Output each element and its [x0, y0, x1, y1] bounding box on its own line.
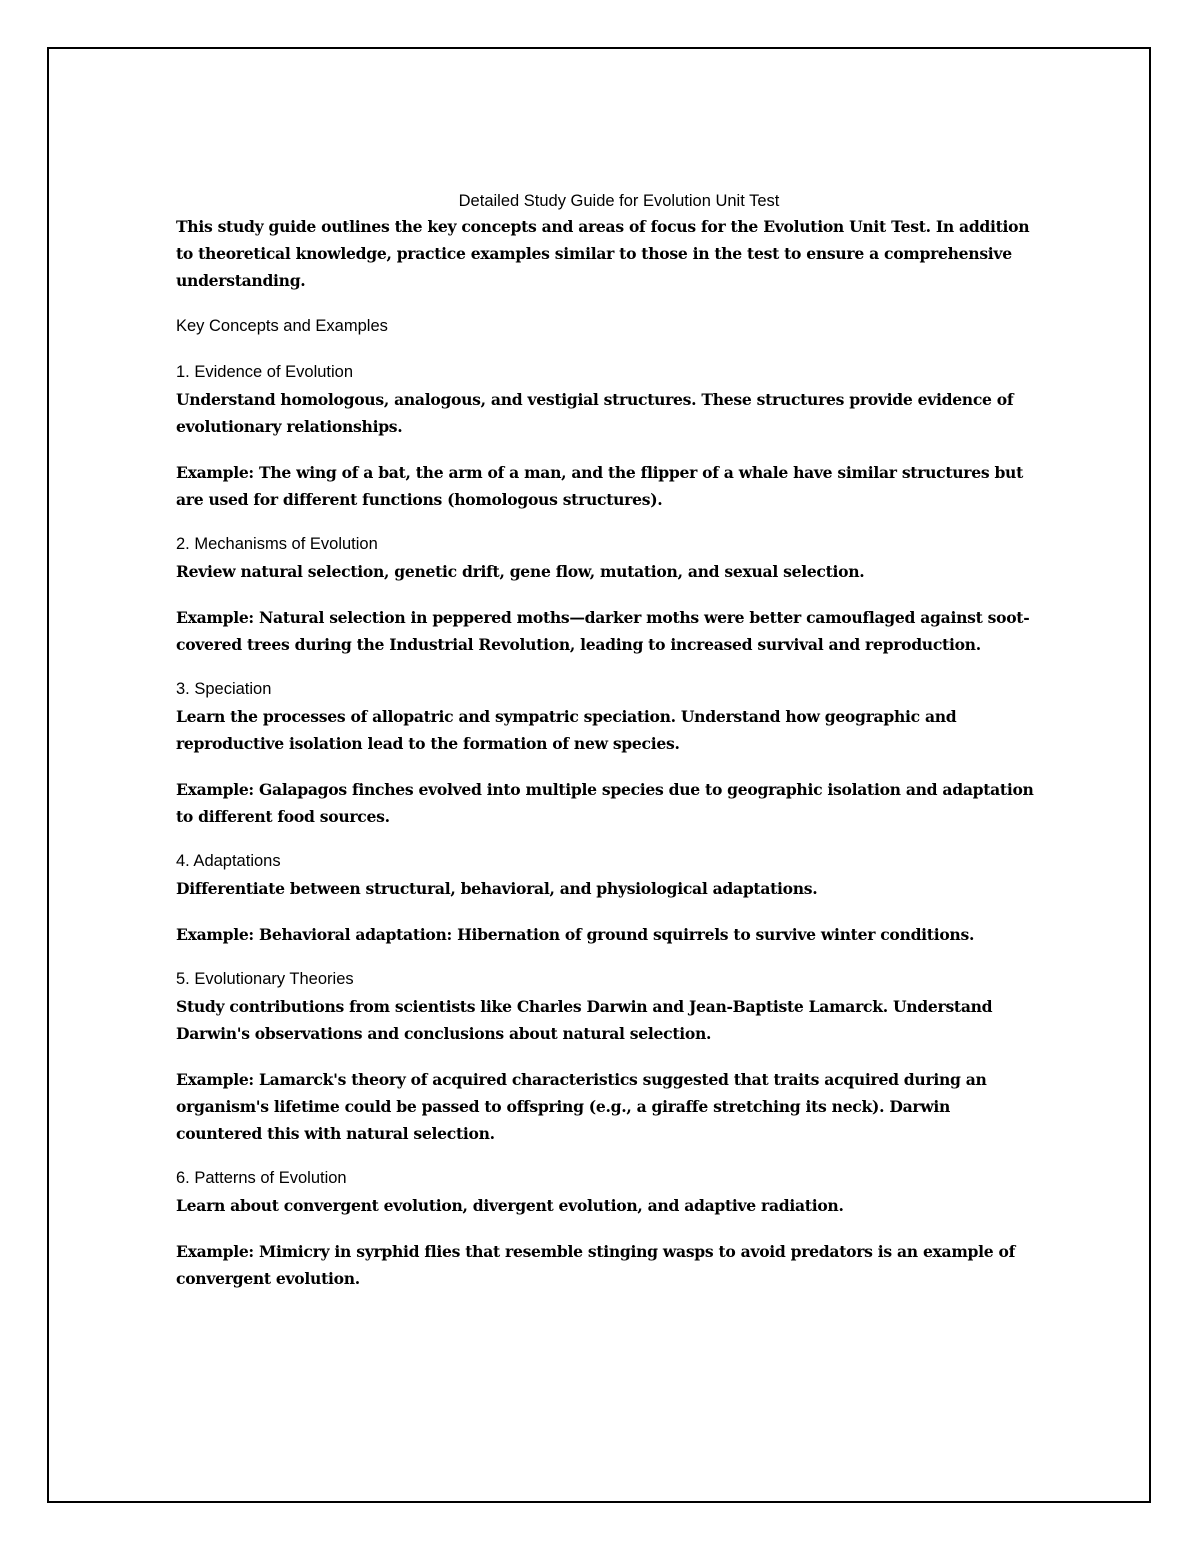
key-concepts-heading: Key Concepts and Examples	[176, 317, 388, 335]
section-heading: 6. Patterns of Evolution	[176, 1169, 347, 1187]
section-example: Example: Natural selection in peppered moths—darker moths were better camouflaged against soot-covered trees during the Industrial Revolution, leading to increased survival and reproduction.	[176, 608, 1030, 654]
section-theories	[176, 966, 1036, 1165]
section-heading: 5. Evolutionary Theories	[176, 970, 354, 988]
document-body	[176, 189, 1036, 1292]
section-example: Example: Lamarck's theory of acquired characteristics suggested that traits acquired during an organism's lifetime could be passed to offspring (e.g., a giraffe stretching its neck). Darwin countered this with natural selection.	[176, 1070, 987, 1143]
section-heading: 2. Mechanisms of Evolution	[176, 535, 378, 553]
section-example: Example: The wing of a bat, the arm of a man, and the flipper of a whale have similar structures but are used for different functions (homologous structures).	[176, 463, 1023, 509]
document-title: Detailed Study Guide for Evolution Unit Test	[458, 192, 780, 210]
section-description: Understand homologous, analogous, and vestigial structures. These structures provide evidence of evolutionary relationships.	[176, 390, 1014, 436]
section-mechanisms	[176, 531, 1036, 676]
section-description: Study contributions from scientists like Charles Darwin and Jean-Baptiste Lamarck. Understand Darwin's observations and conclusions about natural selection.	[176, 997, 993, 1043]
section-heading: 1. Evidence of Evolution	[176, 363, 354, 381]
section-heading: 3. Speciation	[176, 680, 272, 698]
intro-paragraph: This study guide outlines the key concepts and areas of focus for the Evolution Unit Test. In addition to theoretical knowledge, practice examples similar to those in the test to ensure a comprehensive understanding.	[176, 217, 1030, 290]
section-patterns	[176, 1165, 1036, 1292]
section-description: Differentiate between structural, behavioral, and physiological adaptations.	[176, 879, 818, 898]
section-description: Learn about convergent evolution, divergent evolution, and adaptive radiation.	[176, 1196, 844, 1215]
section-description: Review natural selection, genetic drift, gene flow, mutation, and sexual selection.	[176, 562, 865, 581]
section-heading: 4. Adaptations	[176, 852, 281, 870]
section-description: Learn the processes of allopatric and sympatric speciation. Understand how geographic and reproductive isolation lead to the formation of new species.	[176, 707, 957, 753]
section-example: Example: Galapagos finches evolved into multiple species due to geographic isolation and adaptation to different food sources.	[176, 780, 1034, 826]
section-evidence	[176, 359, 1036, 531]
section-example: Example: Mimicry in syrphid flies that resemble stinging wasps to avoid predators is an example of convergent evolution.	[176, 1242, 1016, 1288]
section-speciation	[176, 676, 1036, 848]
section-example: Example: Behavioral adaptation: Hibernation of ground squirrels to survive winter conditions.	[176, 925, 975, 944]
section-adaptations	[176, 848, 1036, 966]
